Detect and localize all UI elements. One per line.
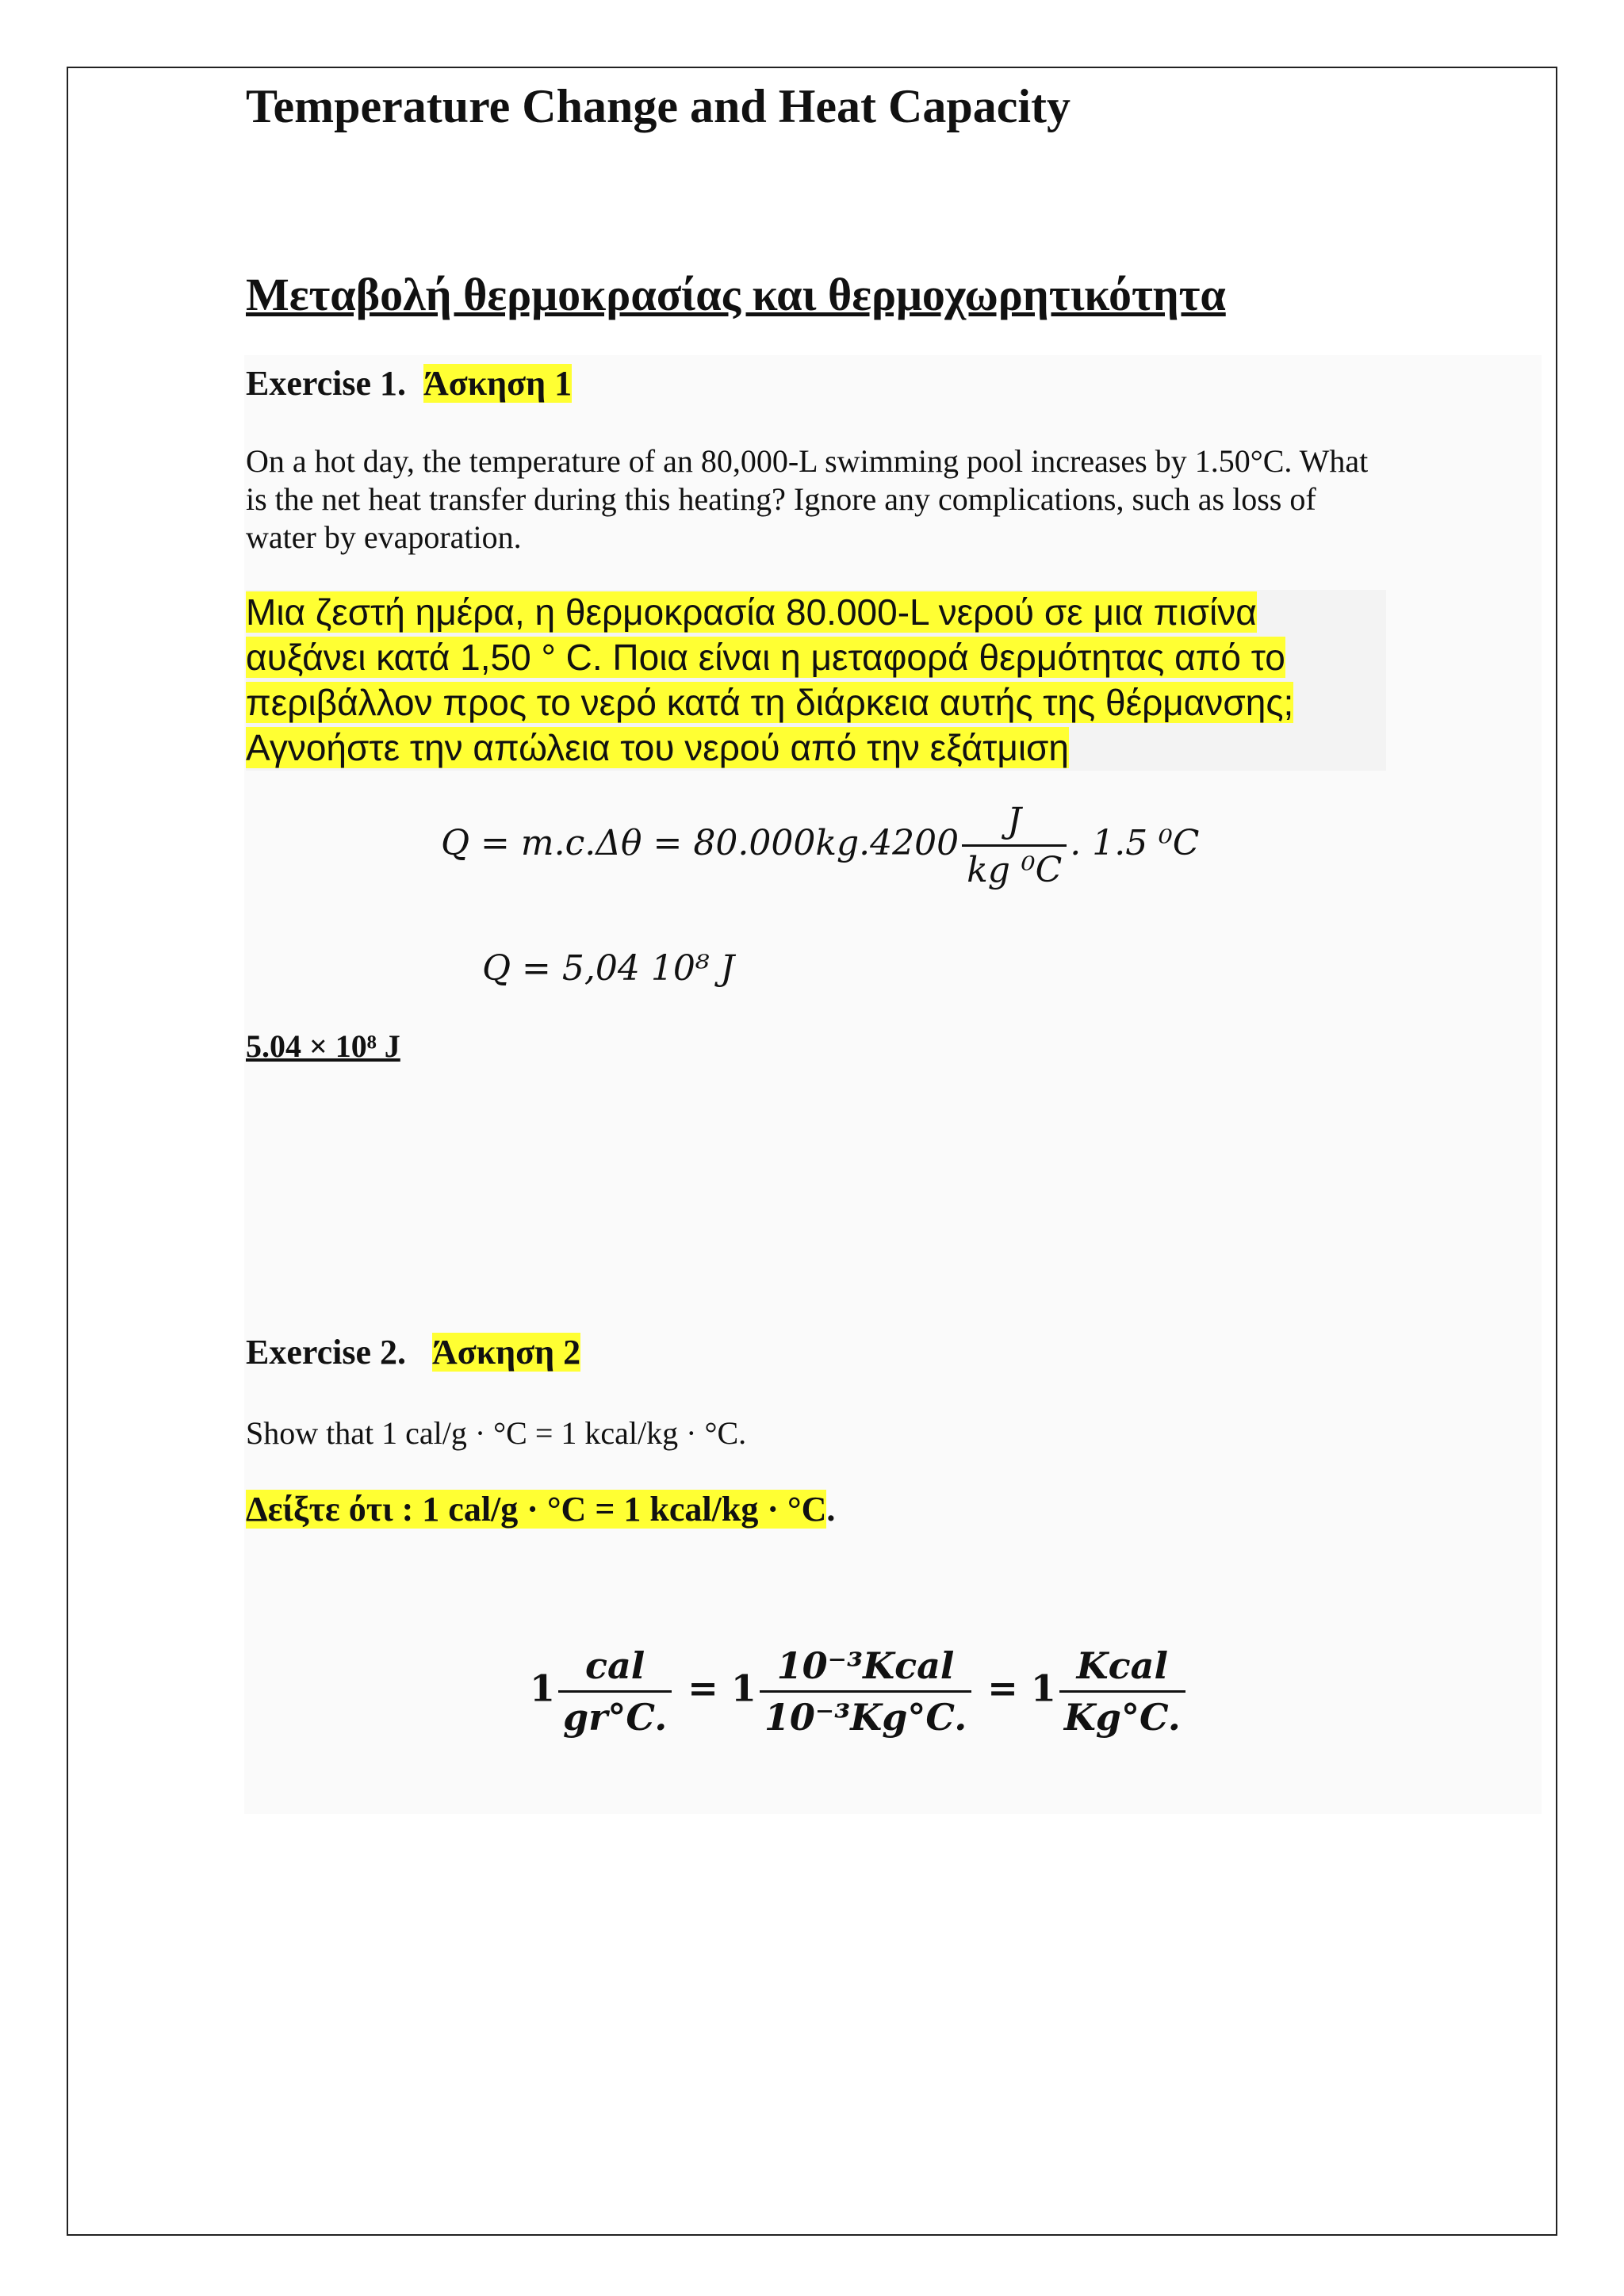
equation-1-denominator: kg ⁰C	[967, 850, 1063, 890]
equation-2: Q = 5,04 10⁸ J	[482, 948, 735, 989]
exercise-2-text: Show that 1 cal/g · °C = 1 kcal/kg · °C.	[246, 1415, 747, 1451]
eq3-fraction-3	[1059, 1644, 1185, 1739]
eq3-equals-2: =	[987, 1667, 1018, 1710]
exercise-2-greek-text: Δείξτε ότι : 1 cal/g · °C = 1 kcal/kg · °C	[246, 1490, 827, 1529]
exercise-1-answer: 5.04 × 10⁸ J	[246, 1028, 400, 1064]
exercise-2-label: Exercise 2.	[246, 1333, 407, 1372]
equation-1-rhs: . 1.5 ⁰C	[1070, 823, 1200, 863]
eq3-f1-denominator: gr°C.	[563, 1696, 668, 1739]
exercise-2-heading	[246, 1332, 580, 1372]
greek-title: Μεταβολή θερμοκρασίας και θερμοχωρητικότητα	[246, 269, 1226, 320]
exercise-2-greek-label: Άσκηση 2	[432, 1333, 581, 1372]
equation-1-numerator: J	[962, 801, 1067, 847]
eq3-fraction-2	[760, 1644, 971, 1739]
eq3-f3-numerator: Kcal	[1059, 1644, 1185, 1693]
exercise-1-greek-text-content: Μια ζεστή ημέρα, η θερμοκρασία 80.000-L νερού σε μια πισίνα αυξάνει κατά 1,50 ° C. Ποια είναι η μεταφορά θερμότητας από το περιβάλλον προς το νερό κατά τη διάρκεια αυτής της θέρμανσης; Αγνοήστε την απώλεια του νερού από την εξάτμιση	[246, 591, 1294, 768]
equation-3	[530, 1644, 1189, 1739]
eq3-equals-1: =	[688, 1667, 718, 1710]
exercise-1-greek-text	[246, 590, 1386, 771]
exercise-2-greek-text-end: .	[826, 1490, 836, 1529]
eq3-coef-1: 1	[530, 1667, 556, 1710]
eq3-f2-denominator: 10⁻³Kg°C.	[764, 1696, 967, 1739]
exercise-1-heading	[246, 363, 572, 404]
eq3-coef-2: 1	[730, 1667, 756, 1710]
exercise-1-label: Exercise 1.	[246, 364, 407, 403]
eq3-f2-numerator: 10⁻³Kcal	[760, 1644, 971, 1693]
equation-1-fraction	[962, 801, 1067, 890]
eq3-f3-denominator: Kg°C.	[1063, 1696, 1181, 1739]
equation-1	[441, 801, 1199, 890]
exercise-1-text: On a hot day, the temperature of an 80,000-L swimming pool increases by 1.50°C. What is the net heat transfer during this heating? Ignore any complications, such as loss of water by evaporation.	[246, 443, 1369, 555]
exercise-1-greek-label: Άσκηση 1	[423, 364, 573, 403]
eq3-fraction-1	[558, 1644, 672, 1739]
eq3-f1-numerator: cal	[558, 1644, 672, 1693]
eq3-coef-3: 1	[1030, 1667, 1056, 1710]
page-title: Temperature Change and Heat Capacity	[246, 80, 1071, 132]
equation-1-lhs: Q = m.c.Δθ = 80.000kg.4200	[441, 823, 959, 863]
exercise-2-greek	[246, 1489, 835, 1529]
